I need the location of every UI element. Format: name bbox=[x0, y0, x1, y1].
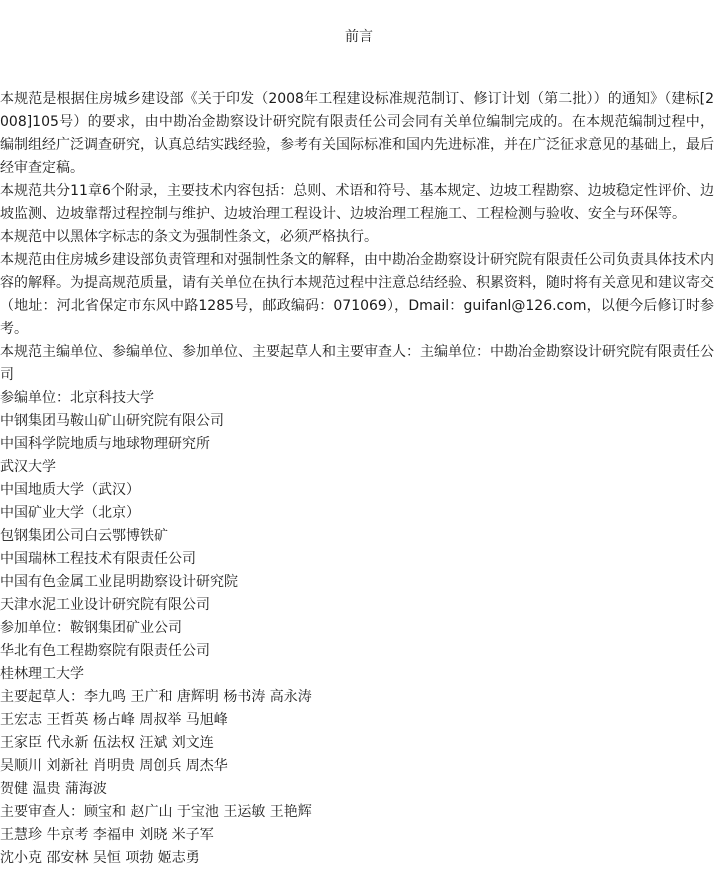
list-item: 王家臣 代永新 伍法权 汪斌 刘文连 bbox=[0, 735, 214, 751]
list-item: 包钢集团公司白云鄂博铁矿 bbox=[0, 528, 168, 544]
paragraph-basis: 本规范是根据住房城乡建设部《关于印发（2008年工程建设标准规范制订、修订计划（第二批））的通知》（建标[2008]105号）的要求，由中勘冶金勘察设计研究院有限责任公司会同有关单位编制完成的。在本规范编制过程中，编制组经广泛调查研究，认真总结实践经验，参考有关国际标准和国内先进标准，并在广泛征求意见的基础上，最后经审查定稿。 bbox=[0, 91, 714, 176]
paragraph-contents: 本规范共分11章6个附录，主要技术内容包括：总则、术语和符号、基本规定、边坡工程勘察、边坡稳定性评价、边坡监测、边坡靠帮过程控制与维护、边坡治理工程设计、边坡治理工程施工、工程检测与验收、安全与环保等。 bbox=[0, 183, 714, 222]
list-item: 吴顺川 刘新社 肖明贵 周创兵 周杰华 bbox=[0, 758, 228, 774]
list-item: 桂林理工大学 bbox=[0, 666, 84, 682]
list-item: 天津水泥工业设计研究院有限公司 bbox=[0, 597, 210, 613]
list-item: 主要审查人：顾宝和 赵广山 于宝池 王运敏 王艳辉 bbox=[0, 804, 312, 820]
list-item: 王宏志 王哲英 杨占峰 周叔举 马旭峰 bbox=[0, 712, 228, 728]
list-item: 中国地质大学（武汉） bbox=[0, 482, 140, 498]
document-body bbox=[0, 88, 714, 870]
list-item: 中钢集团马鞍山矿山研究院有限公司 bbox=[0, 413, 224, 429]
paragraph-mandatory: 本规范中以黑体字标志的条文为强制性条文，必须严格执行。 bbox=[0, 229, 378, 245]
paragraph-management: 本规范由住房城乡建设部负责管理和对强制性条文的解释，由中勘冶金勘察设计研究院有限责任公司负责具体技术内容的解释。为提高规范质量，请有关单位在执行本规范过程中注意总结经验、积累资料，随时将有关意见和建议寄交（地址：河北省保定市东风中路1285号，邮政编码：071069），Dmail：guifanl@126.com，以便今后修订时参考。 bbox=[0, 252, 714, 337]
list-item: 中国有色金属工业昆明勘察设计研究院 bbox=[0, 574, 238, 590]
list-item: 中国矿业大学（北京） bbox=[0, 505, 140, 521]
list-item: 中国瑞林工程技术有限责任公司 bbox=[0, 551, 196, 567]
list-item: 参加单位：鞍钢集团矿业公司 bbox=[0, 620, 182, 636]
list-item: 参编单位：北京科技大学 bbox=[0, 390, 154, 406]
list-item: 贺健 温贵 蒲海波 bbox=[0, 781, 107, 797]
list-item: 华北有色工程勘察院有限责任公司 bbox=[0, 643, 210, 659]
list-item: 主要起草人：李九鸣 王广和 唐辉明 杨书涛 高永涛 bbox=[0, 689, 312, 705]
list-item: 武汉大学 bbox=[0, 459, 56, 475]
list-item: 中国科学院地质与地球物理研究所 bbox=[0, 436, 210, 452]
list-item: 沈小克 邵安林 吴恒 项勃 姬志勇 bbox=[0, 850, 200, 866]
list-item: 王慧珍 牛京考 李福申 刘晓 米子军 bbox=[0, 827, 214, 843]
paragraph-units: 本规范主编单位、参编单位、参加单位、主要起草人和主要审查人：主编单位：中勘冶金勘察设计研究院有限责任公司 bbox=[0, 344, 714, 383]
page-title: 前言 bbox=[345, 29, 373, 45]
